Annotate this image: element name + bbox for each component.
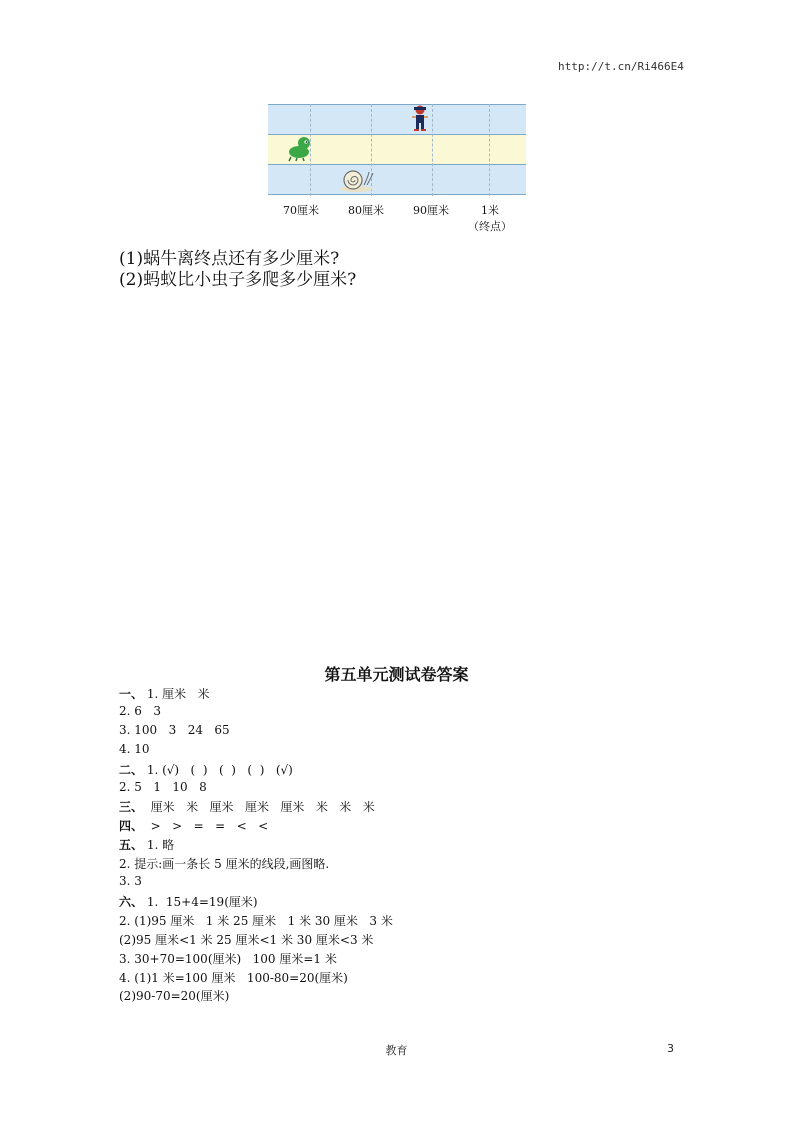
answer-section-label: 六、 (119, 894, 144, 909)
answer-text: 2. 提示:画一条长 5 厘米的线段,画图略. (119, 857, 330, 872)
tick-label: 70厘米 (283, 204, 319, 217)
answer-line (119, 704, 161, 718)
tick-label: 80厘米 (348, 204, 384, 217)
answer-section-label: 四、 (119, 819, 144, 834)
answer-text: (2)90-70=20(厘米) (119, 989, 230, 1004)
answer-section-label: 一、 (119, 687, 144, 701)
answer-line (119, 912, 393, 929)
answer-line (119, 798, 375, 815)
finish-note: （终点） (468, 220, 512, 233)
answer-line (119, 931, 373, 948)
answer-text: (2)95 厘米<1 米 25 厘米<1 米 30 厘米<3 米 (119, 932, 374, 947)
page-number: 3 (667, 1042, 674, 1055)
bug-icon (285, 134, 313, 162)
answer-text: 4. (1)1 米=100 厘米 100-80=20(厘米) (119, 970, 348, 985)
answer-text: 1. (√) ( ) ( ) ( ) (√) (143, 762, 293, 777)
gridline-100 (489, 104, 490, 196)
answer-line (119, 685, 210, 702)
answer-line (119, 950, 337, 967)
ant-icon (408, 104, 432, 132)
answer-text: 4. 10 (119, 741, 150, 756)
answer-line (119, 874, 142, 888)
race-figure (268, 104, 528, 234)
answer-line (119, 742, 150, 756)
answer-line (119, 836, 174, 853)
answer-line (119, 723, 230, 737)
answer-section-label: 二、 (119, 762, 144, 777)
tick-label: 1米 (481, 204, 499, 217)
answer-line (119, 817, 268, 834)
question-2: (2)蚂蚁比小虫子多爬多少厘米? (119, 270, 357, 290)
answer-section-label: 五、 (119, 838, 144, 853)
answer-line (119, 761, 293, 778)
lane-bottom (268, 164, 526, 195)
answer-text: 2. 5 1 10 8 (119, 779, 207, 794)
tick-label: 90厘米 (413, 204, 449, 217)
answer-line (119, 893, 258, 910)
answer-text: 2. 6 3 (119, 703, 161, 718)
answer-text: > > = = < < (143, 819, 269, 834)
answer-text: 厘米 米 厘米 厘米 厘米 米 米 米 (143, 800, 375, 815)
answer-text: 1. 15+4=19(厘米) (143, 894, 258, 909)
answer-text: 1. 略 (143, 838, 175, 853)
answer-text: 3. 30+70=100(厘米) 100 厘米=1 米 (119, 951, 337, 966)
snail-icon (338, 167, 374, 193)
answer-text: 3. 3 (119, 874, 142, 888)
gridline-90 (432, 104, 433, 196)
footer-text: 教育 (385, 1044, 408, 1057)
answer-line (119, 987, 229, 1004)
answer-text: 3. 100 3 24 65 (119, 722, 230, 737)
answer-text: 1. 厘米 米 (143, 687, 210, 701)
question-1: (1)蜗牛离终点还有多少厘米? (119, 249, 340, 269)
answer-line (119, 780, 207, 794)
header-url: http://t.cn/Ri466E4 (558, 60, 684, 73)
lane-top (268, 104, 526, 135)
answer-title: 第五单元测试卷答案 (324, 665, 469, 684)
answer-line (119, 969, 348, 986)
answer-section-label: 三、 (119, 800, 144, 815)
answer-text: 2. (1)95 厘米 1 米 25 厘米 1 米 30 厘米 3 米 (119, 913, 393, 928)
answer-line (119, 855, 329, 872)
